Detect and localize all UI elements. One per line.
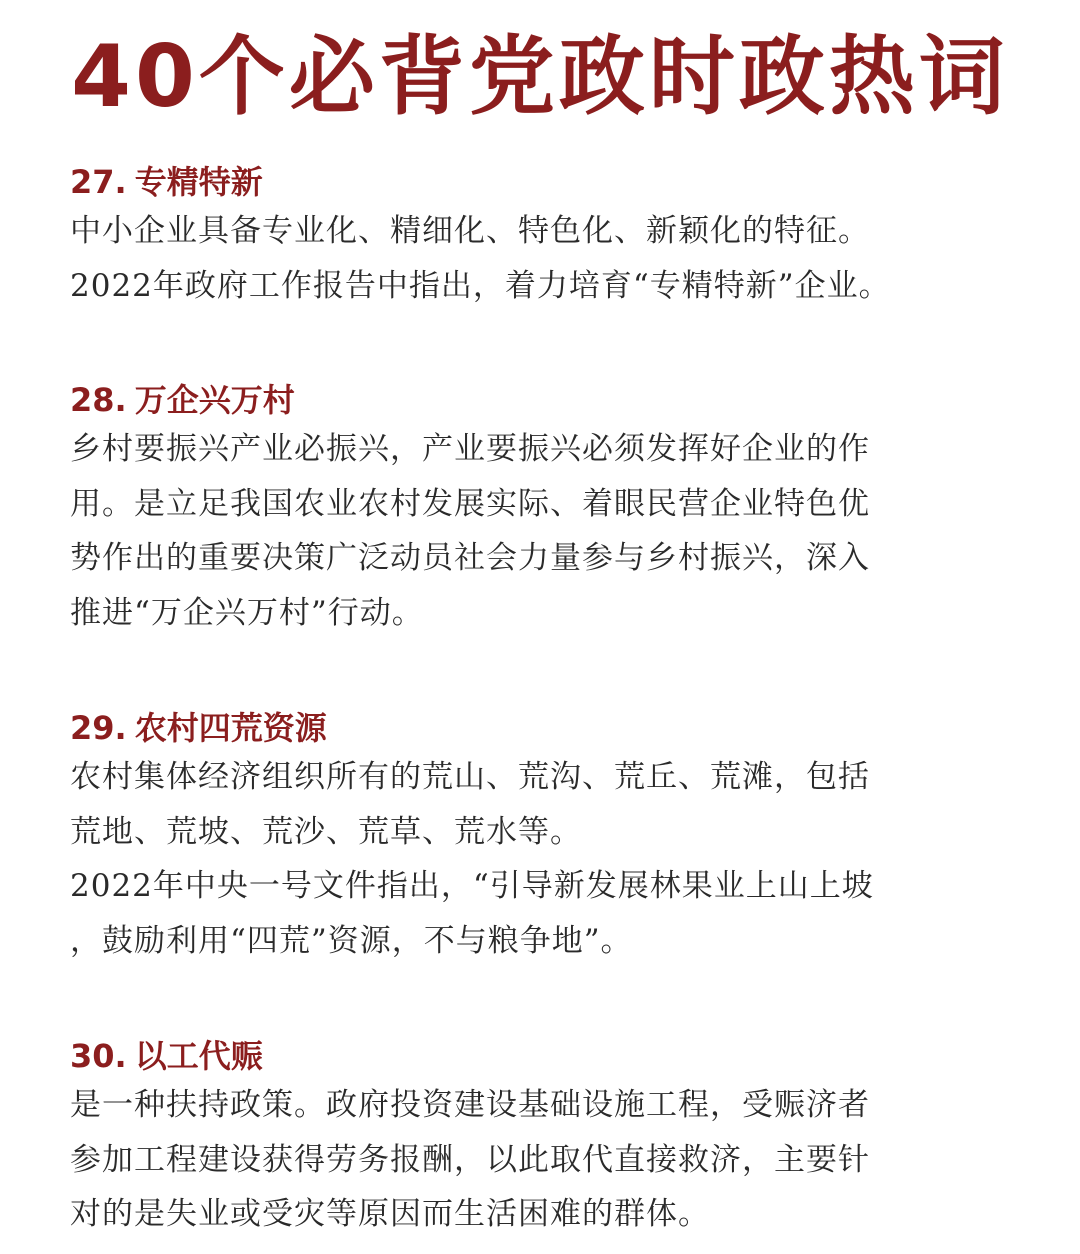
term-name: 农村四荒资源 (134, 709, 327, 747)
description-line: 对的是失业或受灾等原因而生活困难的群体。 (70, 1196, 710, 1232)
description-line: 荒地、荒坡、荒沙、荒草、荒水等。 (70, 813, 582, 850)
description-line: ，鼓励利用“四荒”资源，不与粮争地”。 (70, 922, 633, 959)
term-name: 万企兴万村 (134, 381, 295, 419)
term-number: 28. (70, 381, 127, 419)
description-line: 是一种扶持政策。政府投资建设基础设施工程，受赈济者 (70, 1087, 870, 1123)
term-heading (70, 706, 1030, 750)
term-number: 27. (70, 163, 127, 201)
term-section-28 (70, 378, 1030, 640)
description-line: 农村集体经济组织所有的荒山、荒沟、荒丘、荒滩，包括 (70, 759, 870, 795)
term-section-29 (70, 706, 1030, 968)
term-number: 30. (70, 1037, 127, 1075)
term-name: 以工代赈 (134, 1037, 263, 1075)
term-heading (70, 378, 1030, 422)
term-heading (70, 1034, 1030, 1078)
description-line: 推进“万企兴万村”行动。 (70, 594, 424, 631)
term-description (70, 750, 1030, 968)
term-description (70, 422, 1030, 640)
term-description (70, 1078, 1030, 1242)
term-name: 专精特新 (134, 163, 263, 201)
description-line: 用。是立足我国农业农村发展实际、着眼民营企业特色优 (70, 485, 870, 522)
term-number: 29. (70, 709, 127, 747)
term-section-30 (70, 1034, 1030, 1242)
description-line: 2022年中央一号文件指出，“引导新发展林果业上山上坡 (70, 868, 874, 904)
term-description (70, 204, 1030, 313)
description-line: 参加工程建设获得劳务报酬，以此取代直接救济，主要针 (70, 1141, 870, 1178)
description-line: 乡村要振兴产业必振兴，产业要振兴必须发挥好企业的作 (70, 431, 870, 467)
description-line: 2022年政府工作报告中指出，着力培育“专精特新”企业。 (70, 267, 891, 304)
term-heading (70, 160, 1030, 204)
description-line: 中小企业具备专业化、精细化、特色化、新颖化的特征。 (70, 213, 870, 249)
page-title: 40个必背党政时政热词 (71, 27, 1009, 127)
term-section-27 (70, 160, 1030, 313)
description-line: 势作出的重要决策广泛动员社会力量参与乡村振兴，深入 (70, 540, 870, 576)
